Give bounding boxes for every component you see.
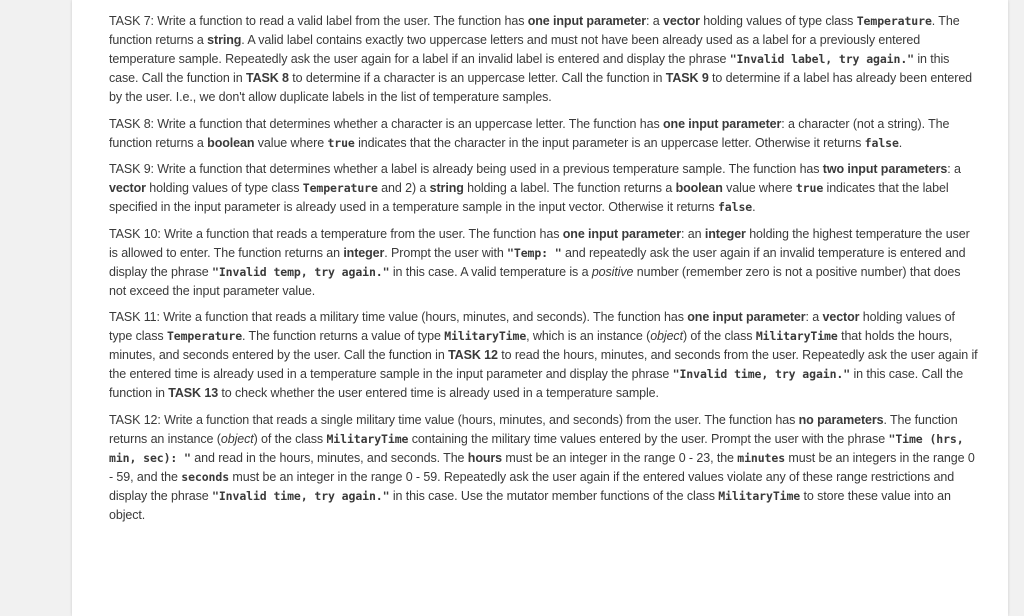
task-8-paragraph [109,115,978,153]
body-text: to check whether the user entered time is already used in a temperature sample. [218,386,659,400]
body-text: : an [681,226,705,241]
bold-term: hours [467,450,503,465]
bold-term: vector [822,310,860,324]
body-text: and read in the hours, minutes, and seconds. The [190,450,468,465]
body-text: to determine if a character is an uppercase letter. Call the function in [288,71,666,85]
bold-term: string [207,33,242,47]
body-text: value where [722,181,796,195]
code-term: Temperature [302,181,378,195]
bold-term: one input parameter [527,14,646,28]
code-term: seconds [181,469,230,484]
code-term: "Time (hrs, min, sec): " [109,431,964,465]
code-term: false [717,200,753,214]
code-term: minutes [737,450,786,465]
bold-term: one input parameter [562,226,682,241]
body-text: indicates that the character in the input parameter is an uppercase letter. Otherwise it returns [354,135,865,150]
bold-term: boolean [675,181,723,195]
body-text: containing the military time values entered by the user. Prompt the user with the phrase [408,431,889,446]
italic-term: positive [591,264,634,279]
document-page [72,0,1008,616]
code-term: Temperature [856,14,932,28]
body-text: : a [805,310,823,324]
body-text: : a character (not a string). The function returns a [109,116,950,150]
code-term: "Invalid time, try again." [672,367,851,381]
bold-term: string [429,181,464,195]
bold-term: one input parameter [687,310,806,324]
body-text: and 2) a [377,181,430,195]
task-12-paragraph [109,411,978,525]
italic-term: object [220,431,254,446]
bold-term: vector [662,14,700,28]
task-10-paragraph [109,225,978,301]
task-7-paragraph [109,12,978,107]
code-term: MilitaryTime [755,329,838,343]
body-text: : a [645,14,663,28]
body-text: to read the hours, minutes, and seconds from the user. Repeatedly ask the user again if the entered time is already used in a temperature sample in the input parameter and display the phrase [109,348,978,381]
body-text: . A valid label contains exactly two uppercase letters and must not have been already used as a label for a previously entered temperature sample. Repeatedly ask the user again for a label if an invalid label is entered and display the phrase [109,33,921,66]
code-term: true [327,135,355,150]
bold-term: no parameters [798,412,884,427]
body-text: must be an integer in the range 0 - 59. Repeatedly ask the user again if the entered values violate any of these range restrictions and display the phrase [109,469,955,503]
task-9-paragraph [109,160,978,217]
body-text: in this case. Call the function in [109,52,950,85]
body-text: . Prompt the user with [384,245,508,260]
bold-term: one input parameter [663,116,782,131]
body-text: ) of the class [253,431,327,446]
code-term: true [795,181,824,195]
bold-term: TASK 13 [168,386,219,400]
body-text: that holds the hours, minutes, and seconds entered by the user. Call the function in [109,329,953,362]
body-text: to determine if a label has already been entered by the user. I.e., we don't allow duplicate labels in the list of temperature samples. [109,71,973,104]
body-text: TASK 9: Write a function that determines whether a label is already being used in a previous temperature sample. The function has [109,162,823,176]
code-term: "Invalid label, try again." [729,52,914,66]
body-text: must be an integers in the range 0 - 59, and the [109,450,975,484]
italic-term: object [650,329,683,343]
body-text: number (remember zero is not a positive number) that does not exceed the input parameter value. [109,264,961,298]
body-text: TASK 8: Write a function that determines whether a character is an uppercase letter. The function has [109,116,663,131]
body-text: . The function returns a [109,14,960,47]
code-term: MilitaryTime [718,488,801,503]
body-text: TASK 10: Write a function that reads a temperature from the user. The function has [109,226,563,241]
body-text: : a [947,162,961,176]
body-text: , which is an instance ( [526,329,651,343]
bold-term: TASK 8 [245,71,289,85]
body-text: indicates that the label specified in the input parameter is already used in a temperature sample in the input vector. Otherwise it returns [109,181,949,214]
body-text: TASK 12: Write a function that reads a single military time value (hours, minutes, and seconds) from the user. The function has [109,412,799,427]
body-text: . [752,200,756,214]
code-term: "Temp: " [507,245,562,260]
code-term: MilitaryTime [444,329,527,343]
body-text: ) of the class [682,329,756,343]
bold-term: two input parameters [822,162,948,176]
body-text: holding a label. The function returns a [463,181,676,195]
code-term: "Invalid time, try again." [212,488,390,503]
bold-term: integer [704,226,746,241]
body-text: holding values of type class [109,310,955,343]
bold-term: boolean [207,135,255,150]
body-text: to store these value into an object. [109,488,951,522]
code-term: MilitaryTime [326,431,409,446]
code-term: false [864,135,899,150]
body-text: holding the highest temperature the user is allowed to enter. The function returns an [109,226,970,260]
body-text: TASK 7: Write a function to read a valid label from the user. The function has [109,14,528,28]
bold-term: vector [109,181,146,195]
body-text: TASK 11: Write a function that reads a military time value (hours, minutes, and seconds). The function has [109,310,688,324]
body-text: must be an integer in the range 0 - 23, the [502,450,738,465]
task-11-paragraph [109,308,978,403]
code-term: "Invalid temp, try again." [212,264,390,279]
code-term: Temperature [166,329,243,343]
body-text: in this case. Call the function in [109,367,964,400]
body-text: . [898,135,903,150]
bold-term: TASK 12 [448,348,498,362]
body-text: . The function returns a value of type [242,329,445,343]
body-text: in this case. Use the mutator member functions of the class [389,488,719,503]
body-text: holding values of type class [145,181,303,195]
bold-term: integer [343,245,385,260]
body-text: value where [254,135,328,150]
body-text: holding values of type class [699,14,857,28]
bold-term: TASK 9 [665,71,709,85]
body-text: in this case. A valid temperature is a [389,264,592,279]
body-text: . The function returns an instance ( [109,412,958,446]
body-text: and repeatedly ask the user again if an invalid temperature is entered and display the phrase [109,245,966,279]
